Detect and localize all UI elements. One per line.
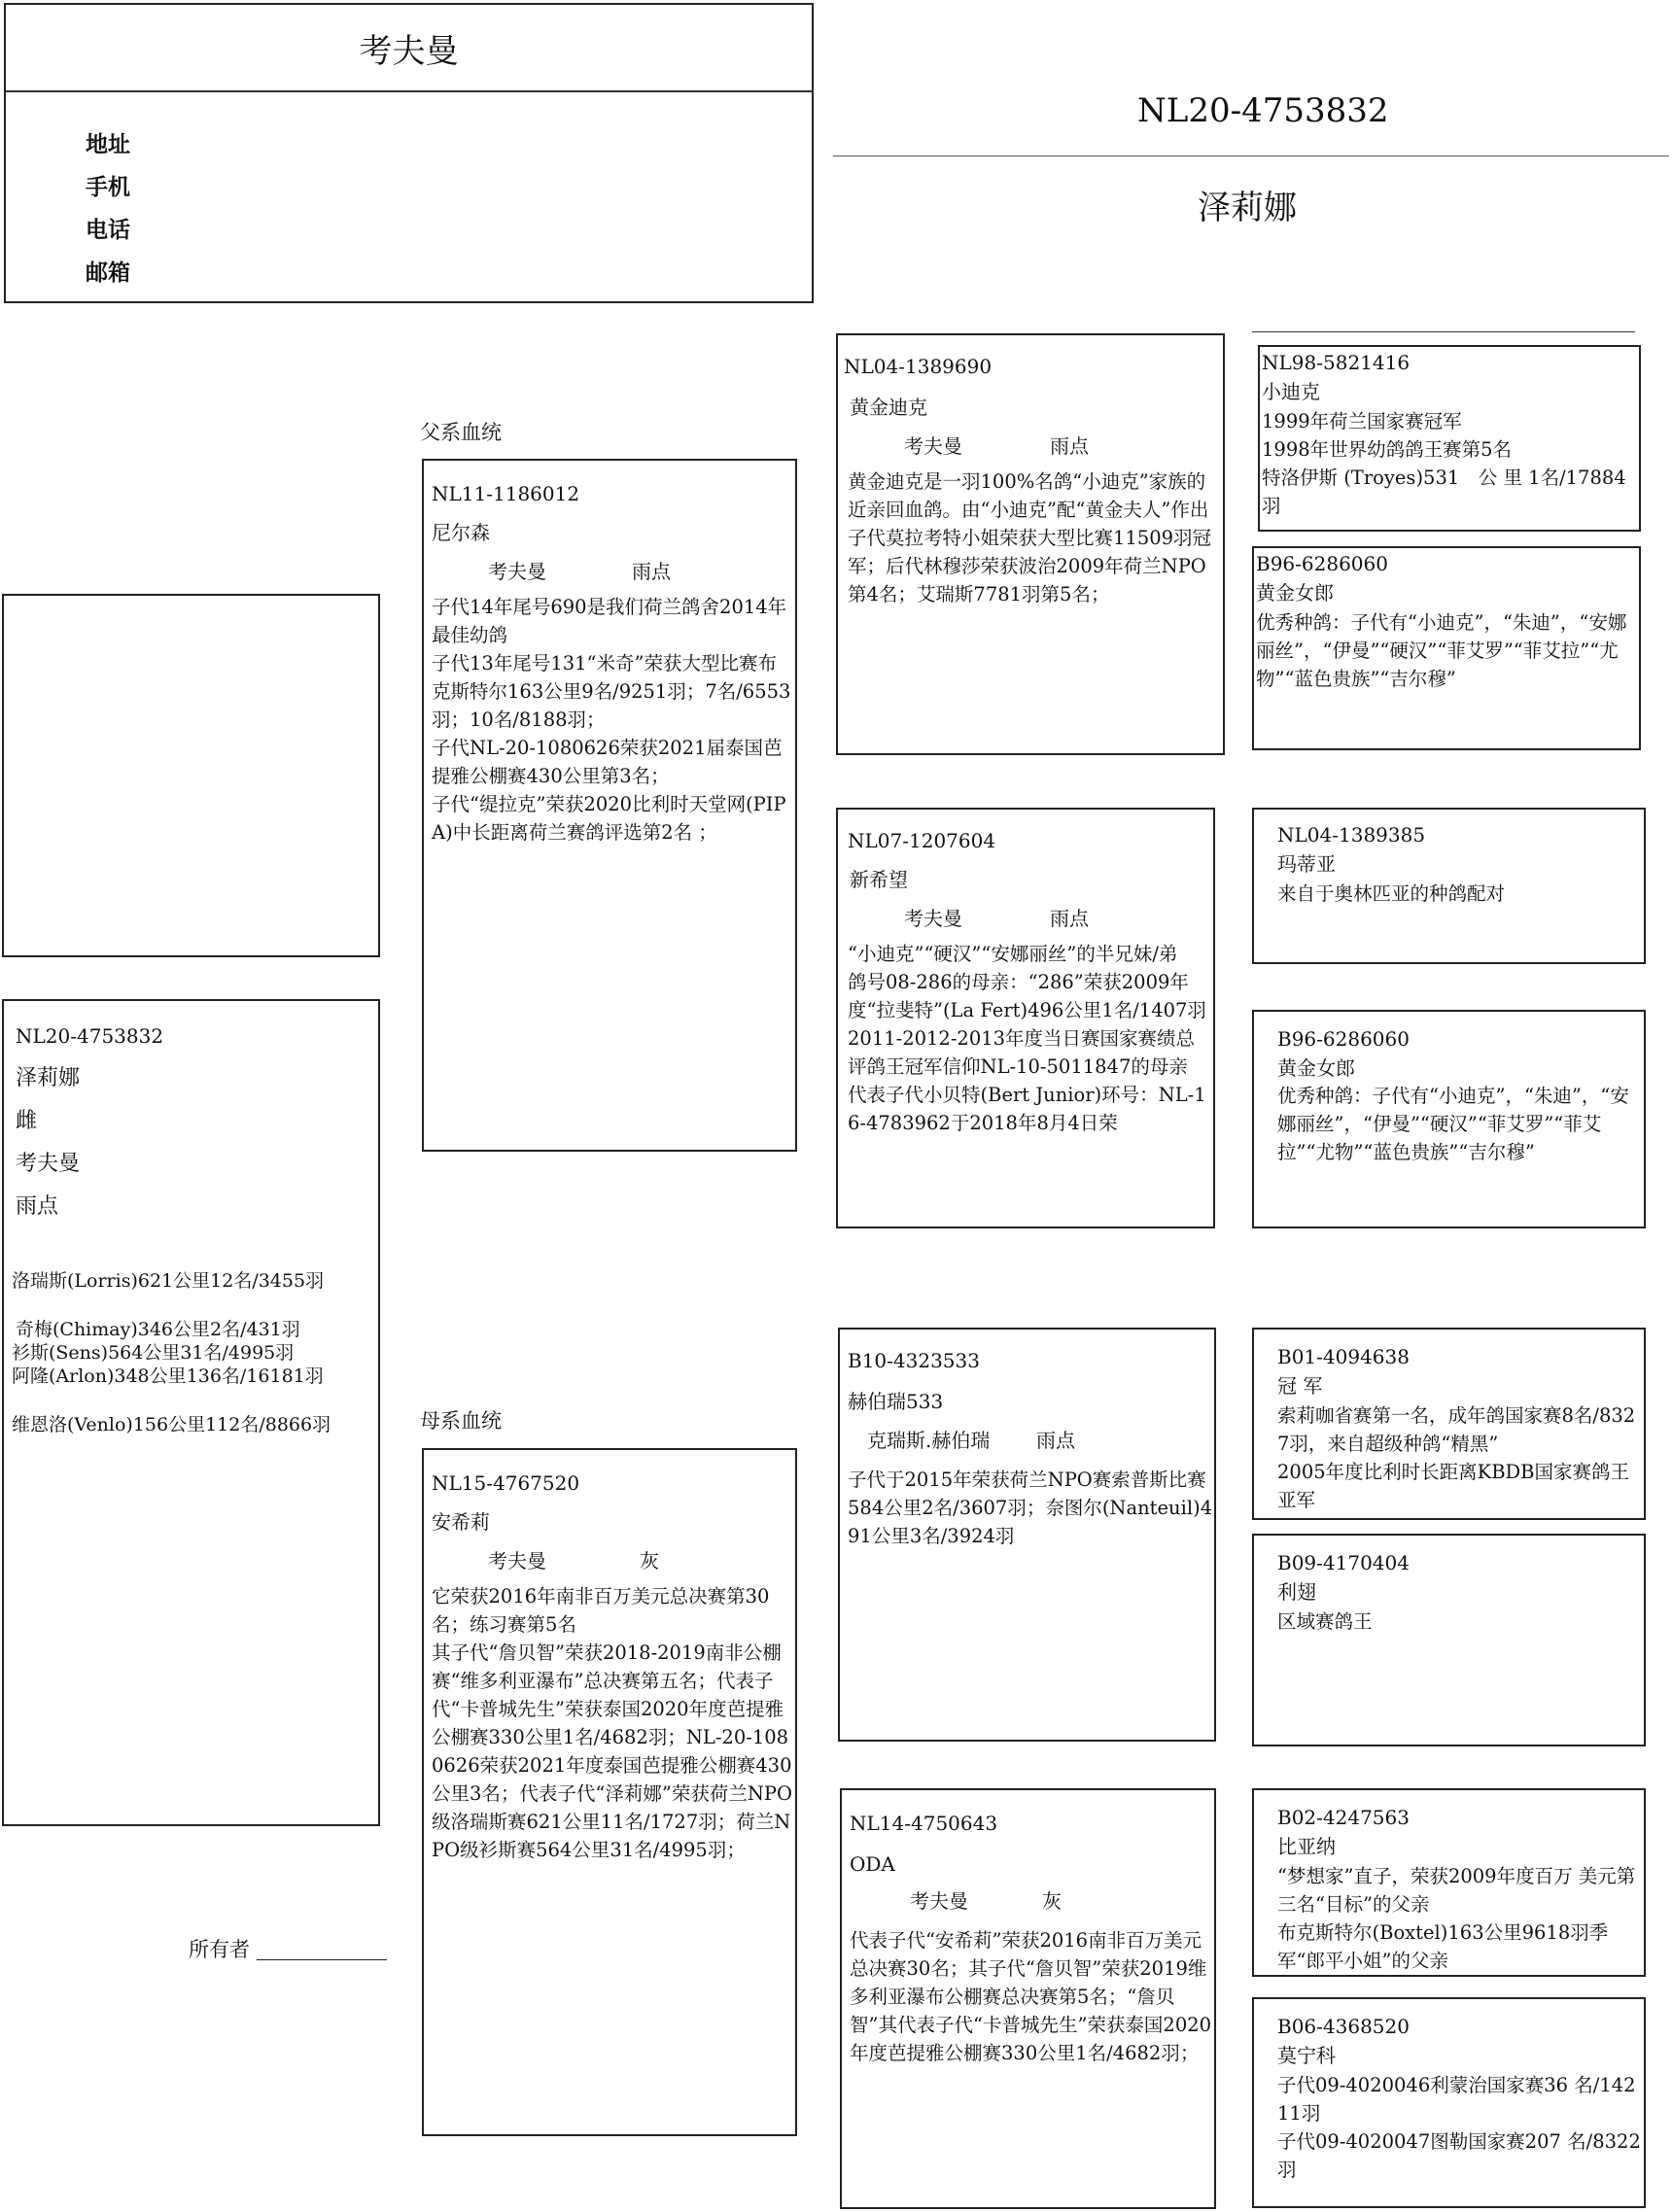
ggp-7-ring: B02-4247563 xyxy=(1277,1806,1410,1829)
header-ring-number: NL20-4753832 xyxy=(1137,91,1389,130)
ggp-box-6 xyxy=(1252,1534,1646,1746)
sire-sire-box xyxy=(836,333,1225,755)
dam-sire-name: 赫伯瑞533 xyxy=(848,1390,944,1413)
subject-color: 雨点 xyxy=(16,1194,59,1219)
ggp-2-name: 黄金女郎 xyxy=(1256,581,1334,605)
ggp-1-description: 1999年荷兰国家赛冠军 1998年世界幼鸽鸽王赛第5名 特洛伊斯 (Troyes)531 公 里 1名/17884羽 xyxy=(1262,410,1626,517)
sire-sire-ring: NL04-1389690 xyxy=(844,355,993,378)
dam-line-label: 母系血统 xyxy=(420,1409,502,1433)
phone-label: 电话 xyxy=(86,218,130,243)
mobile-label: 手机 xyxy=(86,175,130,200)
subject-result-0: 洛瑞斯(Lorris)621公里12名/3455羽 xyxy=(12,1270,325,1292)
dam-ring: NL15-4767520 xyxy=(432,1471,580,1495)
dam-name: 安希莉 xyxy=(432,1510,490,1534)
ggp-7-name: 比亚纳 xyxy=(1277,1835,1336,1858)
ggp-4-ring: B96-6286060 xyxy=(1277,1027,1410,1051)
ggp-4-name: 黄金女郎 xyxy=(1277,1056,1355,1080)
breeder-info-box xyxy=(4,3,814,303)
ggp-box-4 xyxy=(1252,1010,1646,1228)
subject-box xyxy=(2,999,380,1826)
header-pigeon-name: 泽莉娜 xyxy=(1198,189,1297,227)
dam-sire-description: 子代于2015年荣获荷兰NPO赛索普斯比赛584公里2名/3607羽；奈图尔(Nanteuil)491公里3名/3924羽 xyxy=(848,1469,1213,1547)
sire-color: 雨点 xyxy=(632,560,671,583)
ggp-box-2 xyxy=(1252,546,1641,750)
dam-sire-ring: B10-4323533 xyxy=(848,1349,980,1372)
ggp-3-name: 玛蒂亚 xyxy=(1277,852,1336,876)
dam-dam-name: ODA xyxy=(850,1852,895,1876)
dam-dam-ring: NL14-4750643 xyxy=(850,1812,998,1835)
dam-sire-color: 雨点 xyxy=(1036,1429,1075,1452)
sire-dam-color: 雨点 xyxy=(1050,907,1089,930)
ggp-7-description: “梦想家”直子，荣获2009年度百万 美元第三名“目标”的父亲 布克斯特尔(Boxtel)163公里9618羽季军“郎平小姐”的父亲 xyxy=(1277,1865,1636,1972)
ggp-2-ring: B96-6286060 xyxy=(1256,552,1388,575)
breeder-divider xyxy=(6,90,812,92)
owner-signature-line xyxy=(257,1959,387,1960)
sire-sire-name: 黄金迪克 xyxy=(850,396,927,419)
sire-dam-breeder: 考夫曼 xyxy=(904,907,962,930)
ggp-box-5 xyxy=(1252,1328,1646,1520)
ggp-4-description: 优秀种鸽：子代有“小迪克”，“朱迪”，“安娜丽丝”，“伊曼”“硬汉”“菲艾罗”“菲艾拉”“尤物”“蓝色贵族”“吉尔穆” xyxy=(1277,1085,1629,1163)
subject-result-1: 奇梅(Chimay)346公里2名/431羽 xyxy=(16,1319,300,1340)
ggp-box-8 xyxy=(1252,1997,1646,2208)
ggp-6-ring: B09-4170404 xyxy=(1277,1551,1410,1574)
sire-box xyxy=(422,459,797,1152)
dam-dam-box xyxy=(840,1788,1216,2209)
ggp-6-description: 区域赛鸽王 xyxy=(1277,1610,1373,1633)
sire-dam-description: “小迪克”“硬汉”“安娜丽丝”的半兄妹/弟 鸽号08-286的母亲：“286”荣获2009年度“拉斐特”(La Fert)496公里1名/1407羽 2011-2012-2013年度当日赛国家赛绩总评鸽王冠军信仰NL-10-5011847的母亲 代表子代小贝特(Bert Junior)环号：NL-16-4783962于2018年8月4日荣 xyxy=(848,943,1206,1134)
ggp-5-name: 冠 军 xyxy=(1277,1374,1323,1398)
sire-sire-color: 雨点 xyxy=(1050,434,1089,458)
dam-dam-breeder: 考夫曼 xyxy=(910,1889,968,1913)
subject-name: 泽莉娜 xyxy=(16,1066,81,1090)
sire-dam-ring: NL07-1207604 xyxy=(848,829,996,852)
email-label: 邮箱 xyxy=(86,260,130,286)
ggp-6-name: 利翅 xyxy=(1277,1580,1316,1604)
ggp-5-ring: B01-4094638 xyxy=(1277,1345,1410,1368)
dam-description: 它荣获2016年南非百万美元总决赛第30名；练习赛第5名 其子代“詹贝智”荣获2018-2019南非公棚赛“维多利亚瀑布”总决赛第五名；代表子代“卡普城先生”荣获泰国2020年度芭提雅公棚赛330公里1名/4682羽；NL-20-1080626荣获2021年度泰国芭提雅公棚赛430公里3名；代表子代“泽莉娜”荣获荷兰NPO级洛瑞斯赛621公里11名/1727羽；荷兰NPO级衫斯赛564公里31名/4995羽； xyxy=(432,1585,793,1861)
subject-result-2: 衫斯(Sens)564公里31名/4995羽 xyxy=(12,1342,295,1364)
dam-sire-breeder: 克瑞斯.赫伯瑞 xyxy=(867,1429,991,1452)
owner-label: 所有者 xyxy=(189,1938,250,1961)
dam-dam-description: 代表子代“安希莉”荣获2016南非百万美元总决赛30名；其子代“詹贝智”荣获2019维多利亚瀑布公棚赛总决赛第5名；“詹贝智”其代表子代“卡普城先生”荣获泰国2020年度芭提雅公棚赛330公里1名/4682羽； xyxy=(850,1929,1212,2064)
dam-box xyxy=(422,1448,797,2136)
sire-line-label: 父系血统 xyxy=(420,421,502,444)
address-label: 地址 xyxy=(86,132,130,157)
sire-dam-box xyxy=(836,808,1215,1228)
dam-breeder: 考夫曼 xyxy=(488,1549,546,1573)
sire-name: 尼尔森 xyxy=(432,521,490,544)
subject-breeder: 考夫曼 xyxy=(16,1152,81,1176)
ggp-3-description: 来自于奥林匹亚的种鸽配对 xyxy=(1277,882,1506,905)
ggp-1-ring: NL98-5821416 xyxy=(1262,351,1411,374)
ggp-top-rule xyxy=(1252,331,1635,332)
sire-sire-breeder: 考夫曼 xyxy=(904,434,962,458)
dam-color: 灰 xyxy=(640,1549,659,1573)
subject-sex: 雌 xyxy=(16,1109,38,1133)
ggp-box-3 xyxy=(1252,808,1646,964)
ggp-8-ring: B06-4368520 xyxy=(1277,2015,1410,2038)
sire-dam-name: 新希望 xyxy=(850,868,908,891)
ggp-3-ring: NL04-1389385 xyxy=(1277,823,1426,847)
ggp-8-name: 莫宁科 xyxy=(1277,2044,1336,2067)
subject-ring: NL20-4753832 xyxy=(16,1024,164,1048)
ggp-box-7 xyxy=(1252,1788,1646,1977)
dam-dam-color: 灰 xyxy=(1042,1889,1062,1913)
photo-frame xyxy=(2,594,380,957)
ggp-2-description: 优秀种鸽：子代有“小迪克”，“朱迪”，“安娜丽丝”，“伊曼”“硬汉”“菲艾罗”“菲艾拉”“尤物”“蓝色贵族”“吉尔穆” xyxy=(1256,611,1627,690)
subject-result-3: 阿隆(Arlon)348公里136名/16181羽 xyxy=(12,1365,324,1387)
ggp-8-description: 子代09-4020046利蒙治国家赛36 名/14211羽 子代09-4020047图勒国家赛207 名/8322羽 xyxy=(1277,2074,1641,2181)
sire-breeder: 考夫曼 xyxy=(488,560,546,583)
ggp-1-name: 小迪克 xyxy=(1262,380,1320,403)
sire-description: 子代14年尾号690是我们荷兰鸽舍2014年最佳幼鸽 子代13年尾号131“米奇”荣获大型比赛布克斯特尔163公里9名/9251羽；7名/6553羽；10名/8188羽； 子代NL-20-1080626荣获2021届泰国芭提雅公棚赛430公里第3名； 子代“缇拉克”荣获2020比利时天堂网(PIPA)中长距离荷兰赛鸽评选第2名 ； xyxy=(432,596,791,844)
ggp-5-description: 索莉咖省赛第一名，成年鸽国家赛8名/8327羽，来自超级种鸽“精黑” 2005年度比利时长距离KBDB国家赛鸽王亚军 xyxy=(1277,1404,1636,1511)
ggp-box-1 xyxy=(1258,345,1641,532)
sire-sire-description: 黄金迪克是一羽100%名鸽“小迪克”家族的近亲回血鸽。由“小迪克”配“黄金夫人”作出 子代莫拉考特小姐荣获大型比赛11509羽冠军；后代林穆莎荣获波治2009年荷兰NPO第4名；艾瑞斯7781羽第5名； xyxy=(848,470,1212,605)
subject-result-4: 维恩洛(Venlo)156公里112名/8866羽 xyxy=(12,1414,331,1435)
sire-ring: NL11-1186012 xyxy=(432,482,580,505)
breeder-name: 考夫曼 xyxy=(359,32,459,71)
dam-sire-box xyxy=(838,1328,1216,1742)
